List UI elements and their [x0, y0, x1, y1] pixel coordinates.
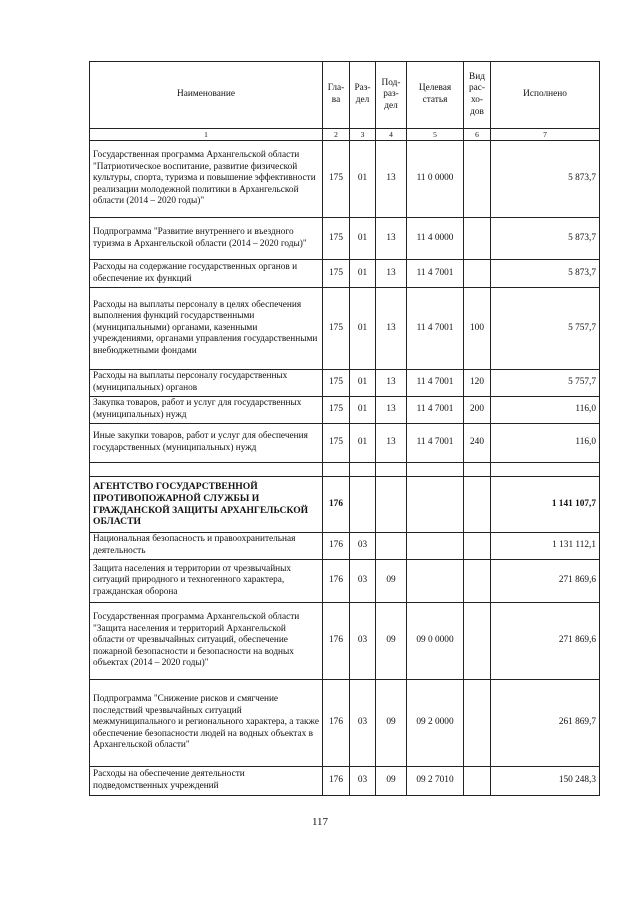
row-razdel: 03	[350, 680, 376, 767]
row-razdel: 01	[350, 260, 376, 288]
row-vid: 240	[464, 424, 491, 463]
row-statya: 09 2 7010	[407, 767, 464, 796]
row-vid	[464, 560, 491, 603]
column-number: 1	[90, 129, 323, 141]
row-podrazdel: 13	[376, 218, 407, 260]
row-value: 5 873,7	[491, 141, 600, 218]
row-vid	[464, 767, 491, 796]
row-podrazdel	[376, 477, 407, 533]
row-podrazdel: 13	[376, 370, 407, 397]
row-razdel: 01	[350, 218, 376, 260]
row-value: 1 131 112,1	[491, 533, 600, 560]
row-razdel: 03	[350, 533, 376, 560]
row-razdel	[350, 463, 376, 477]
row-name: Подпрограмма "Снижение рисков и смягчение последствий чрезвычайных ситуаций межмуниципального и регионального характера, а также обеспечение безопасности людей на водных объектах в Архангельской области"	[90, 680, 323, 767]
row-vid	[464, 680, 491, 767]
row-razdel: 01	[350, 397, 376, 424]
row-value: 150 248,3	[491, 767, 600, 796]
page-number: 117	[311, 816, 329, 828]
row-name: Государственная программа Архангельской области "Защита населения и территорий Архангельской области от чрезвычайных ситуаций, обеспечение пожарной безопасности и безопасности на водных объектах (2014 – 2020 годы)"	[90, 603, 323, 680]
table-row-empty	[90, 463, 600, 477]
table-row	[90, 288, 600, 370]
table-row-agency	[90, 477, 600, 533]
row-vid: 100	[464, 288, 491, 370]
row-glava: 176	[323, 533, 350, 560]
table-row	[90, 370, 600, 397]
row-podrazdel	[376, 533, 407, 560]
row-value: 5 757,7	[491, 370, 600, 397]
row-razdel	[350, 477, 376, 533]
table-row	[90, 141, 600, 218]
row-razdel: 03	[350, 560, 376, 603]
row-statya	[407, 477, 464, 533]
row-vid: 200	[464, 397, 491, 424]
row-glava: 176	[323, 767, 350, 796]
row-podrazdel: 13	[376, 141, 407, 218]
row-value	[491, 463, 600, 477]
row-vid: 120	[464, 370, 491, 397]
row-statya: 11 0 0000	[407, 141, 464, 218]
row-value: 5 757,7	[491, 288, 600, 370]
row-name: Защита населения и территории от чрезвычайных ситуаций природного и техногенного характера, гражданская оборона	[90, 560, 323, 603]
table-row	[90, 603, 600, 680]
row-value: 5 873,7	[491, 260, 600, 288]
row-name: Расходы на выплаты персоналу государственных (муниципальных) органов	[90, 370, 323, 397]
row-podrazdel	[376, 463, 407, 477]
row-value: 5 873,7	[491, 218, 600, 260]
row-name: Расходы на выплаты персоналу в целях обеспечения выполнения функций государственными (муниципальными) органами, казенными учреждениями, органами управления государственными внебюджетными фондами	[90, 288, 323, 370]
row-glava	[323, 463, 350, 477]
row-glava: 175	[323, 370, 350, 397]
column-number: 3	[350, 129, 376, 141]
row-value: 1 141 107,7	[491, 477, 600, 533]
row-value: 271 869,6	[491, 603, 600, 680]
header-value: Исполнено	[491, 62, 600, 129]
header-vid: Вид рас- хо- дов	[464, 62, 491, 129]
row-podrazdel: 13	[376, 260, 407, 288]
row-podrazdel: 13	[376, 424, 407, 463]
row-statya: 11 4 7001	[407, 288, 464, 370]
row-glava: 176	[323, 680, 350, 767]
row-statya: 11 4 7001	[407, 260, 464, 288]
column-number: 4	[376, 129, 407, 141]
row-statya	[407, 560, 464, 603]
row-glava: 175	[323, 424, 350, 463]
row-value: 261 869,7	[491, 680, 600, 767]
header-glava: Гла- ва	[323, 62, 350, 129]
row-podrazdel: 13	[376, 397, 407, 424]
row-statya: 09 0 0000	[407, 603, 464, 680]
table-row	[90, 560, 600, 603]
row-glava: 175	[323, 260, 350, 288]
row-name: Расходы на обеспечение деятельности подведомственных учреждений	[90, 767, 323, 796]
row-glava: 176	[323, 603, 350, 680]
row-value: 116,0	[491, 424, 600, 463]
row-statya: 11 4 0000	[407, 218, 464, 260]
row-name: Подпрограмма "Развитие внутреннего и въездного туризма в Архангельской области (2014 – 2020 годы)"	[90, 218, 323, 260]
row-name: Государственная программа Архангельской области "Патриотическое воспитание, развитие физической культуры, спорта, туризма и повышение эффективности реализации молодежной политики в Архангельской области (2014 – 2020 годы)"	[90, 141, 323, 218]
header-statya: Целевая статья	[407, 62, 464, 129]
row-statya	[407, 463, 464, 477]
table-row	[90, 397, 600, 424]
row-name: АГЕНТСТВО ГОСУДАРСТВЕННОЙ ПРОТИВОПОЖАРНОЙ СЛУЖБЫ И ГРАЖДАНСКОЙ ЗАЩИТЫ АРХАНГЕЛЬСКОЙ ОБЛАСТИ	[90, 477, 323, 533]
row-glava: 175	[323, 288, 350, 370]
row-vid	[464, 477, 491, 533]
row-vid	[464, 603, 491, 680]
row-glava: 176	[323, 477, 350, 533]
column-number: 7	[491, 129, 600, 141]
budget-table	[89, 61, 600, 796]
row-statya: 11 4 7001	[407, 370, 464, 397]
header-razdel: Раз- дел	[350, 62, 376, 129]
table-row	[90, 767, 600, 796]
header-podrazdel: Под- раз- дел	[376, 62, 407, 129]
row-statya	[407, 533, 464, 560]
row-podrazdel: 13	[376, 288, 407, 370]
row-podrazdel: 09	[376, 560, 407, 603]
row-vid	[464, 533, 491, 560]
row-name: Национальная безопасность и правоохранительная деятельность	[90, 533, 323, 560]
row-razdel: 01	[350, 288, 376, 370]
row-statya: 11 4 7001	[407, 397, 464, 424]
column-number: 5	[407, 129, 464, 141]
table-row	[90, 680, 600, 767]
row-podrazdel: 09	[376, 603, 407, 680]
row-name: Закупка товаров, работ и услуг для государственных (муниципальных) нужд	[90, 397, 323, 424]
table-row	[90, 260, 600, 288]
row-statya: 09 2 0000	[407, 680, 464, 767]
row-glava: 175	[323, 397, 350, 424]
row-razdel: 03	[350, 603, 376, 680]
row-name	[90, 463, 323, 477]
table-row	[90, 218, 600, 260]
row-podrazdel: 09	[376, 767, 407, 796]
row-glava: 175	[323, 141, 350, 218]
row-podrazdel: 09	[376, 680, 407, 767]
column-number: 6	[464, 129, 491, 141]
row-glava: 175	[323, 218, 350, 260]
column-number-row	[90, 129, 600, 141]
row-razdel: 01	[350, 370, 376, 397]
table-row	[90, 424, 600, 463]
row-vid	[464, 463, 491, 477]
row-value: 116,0	[491, 397, 600, 424]
row-statya: 11 4 7001	[407, 424, 464, 463]
row-vid	[464, 260, 491, 288]
header-name: Наименование	[90, 62, 323, 129]
row-vid	[464, 218, 491, 260]
table-header-row	[90, 62, 600, 129]
row-vid	[464, 141, 491, 218]
row-name: Расходы на содержание государственных органов и обеспечение их функций	[90, 260, 323, 288]
row-razdel: 01	[350, 424, 376, 463]
column-number: 2	[323, 129, 350, 141]
row-razdel: 01	[350, 141, 376, 218]
row-razdel: 03	[350, 767, 376, 796]
row-value: 271 869,6	[491, 560, 600, 603]
table-row	[90, 533, 600, 560]
row-name: Иные закупки товаров, работ и услуг для обеспечения государственных (муниципальных) нужд	[90, 424, 323, 463]
row-glava: 176	[323, 560, 350, 603]
